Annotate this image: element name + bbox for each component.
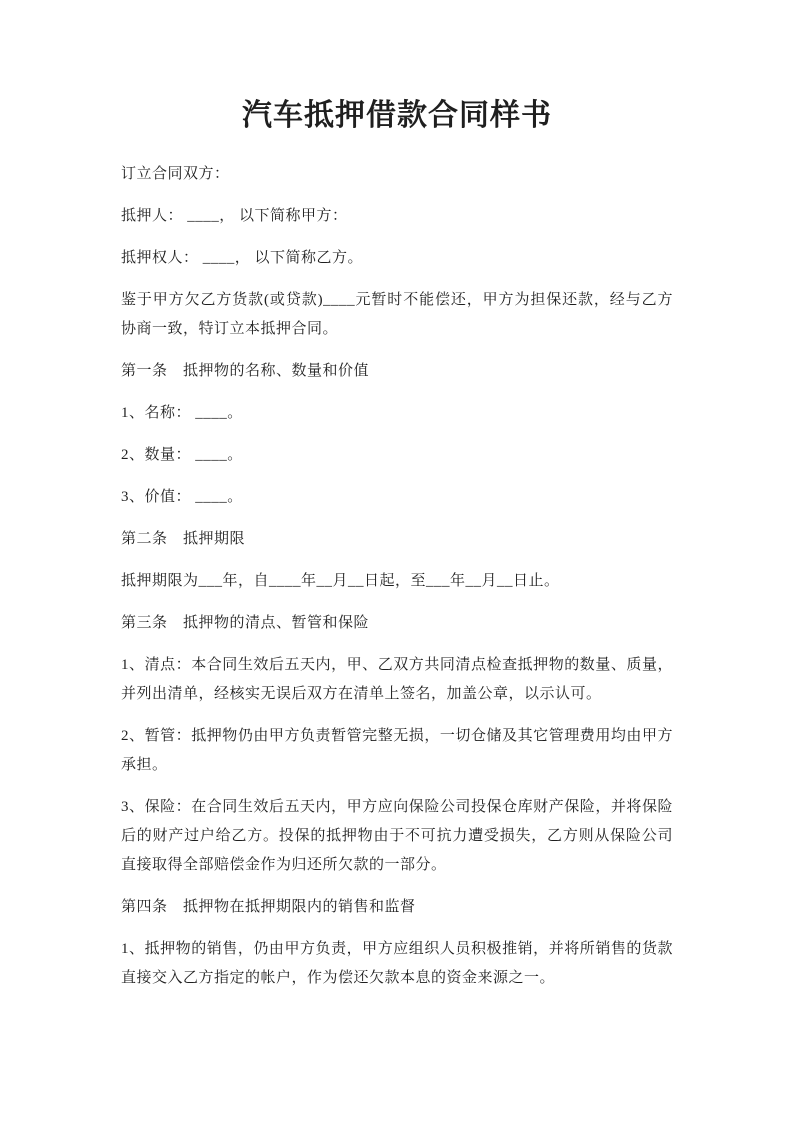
paragraph-insurance: 3、保险：在合同生效后五天内，甲方应向保险公司投保仓库财产保险，并将保险后的财产过户给乙方。投保的抵押物由于不可抗力遭受损失，乙方则从保险公司直接取得全部赔偿金作为归还所欠款的一部分。: [121, 799, 673, 873]
section-heading-article-2: 第二条 抵押期限: [121, 531, 246, 547]
document-title: 汽车抵押借款合同样书: [242, 99, 552, 132]
paragraph-item-quantity: 2、数量： ____。: [121, 447, 243, 463]
section-heading-article-3: 第三条 抵押物的清点、暂管和保险: [121, 615, 370, 631]
paragraph-preamble: 鉴于甲方欠乙方货款(或贷款)____元暂时不能偿还，甲方为担保还款，经与乙方协商一致，特订立本抵押合同。: [121, 292, 673, 337]
paragraph-sales-supervision: 1、抵押物的销售，仍由甲方负责，甲方应组织人员积极推销，并将所销售的货款直接交入乙方指定的帐户，作为偿还欠款本息的资金来源之一。: [121, 941, 673, 986]
paragraph-inventory-check: 1、清点：本合同生效后五天内，甲、乙双方共同清点检查抵押物的数量、质量，并列出清单，经核实无误后双方在清单上签名，加盖公章，以示认可。: [121, 657, 673, 702]
paragraph-mortgagor: 抵押人： ____， 以下简称甲方：: [121, 208, 348, 224]
paragraph-temporary-custody: 2、暂管：抵押物仍由甲方负责暂管完整无损，一切仓储及其它管理费用均由甲方承担。: [121, 728, 673, 773]
section-heading-article-1: 第一条 抵押物的名称、数量和价值: [121, 363, 370, 379]
paragraph-parties-intro: 订立合同双方：: [121, 166, 230, 182]
paragraph-item-name: 1、名称： ____。: [121, 405, 243, 421]
paragraph-mortgagee: 抵押权人： ____， 以下简称乙方。: [121, 250, 364, 266]
section-heading-article-4: 第四条 抵押物在抵押期限内的销售和监督: [121, 899, 416, 915]
paragraph-item-value: 3、价值： ____。: [121, 489, 243, 505]
paragraph-mortgage-term: 抵押期限为___年，自____年__月__日起，至___年__月__日止。: [121, 573, 560, 589]
